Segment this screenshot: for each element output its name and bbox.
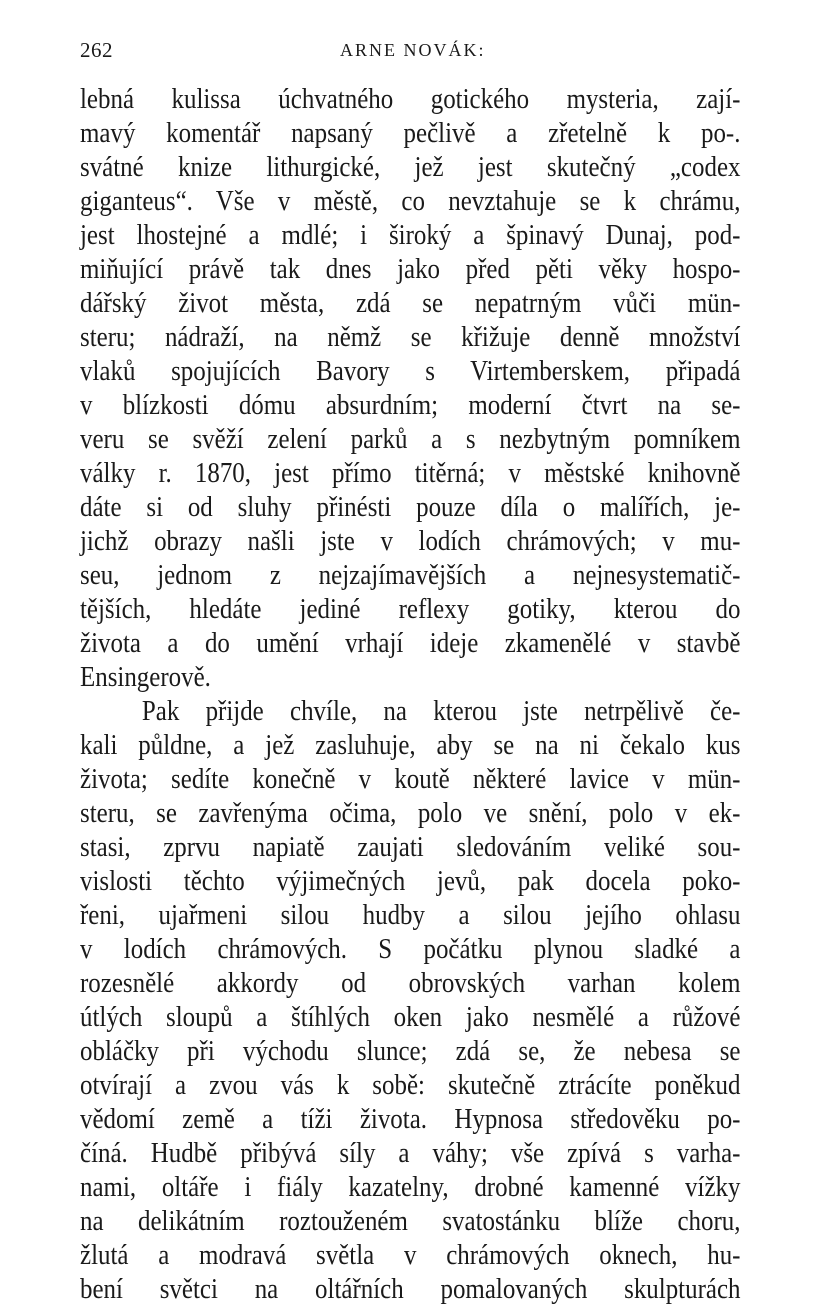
- body-text: [80, 82, 740, 1306]
- text-line: dářský život města, zdá se nepatrným vůči mün-: [80, 287, 741, 319]
- text-line: řeni, ujařmeni silou hudby a silou jejího ohlasu: [80, 899, 741, 931]
- text-line: rozesnělé akkordy od obrovských varhan kolem: [80, 967, 741, 999]
- text-line: Pak přijde chvíle, na kterou jste netrpělivě če-: [141, 695, 741, 727]
- text-line: seu, jednom z nejzajímavějších a nejnesystematič-: [80, 559, 741, 591]
- text-line: mavý komentář napsaný pečlivě a zřetelně k po-.: [80, 117, 741, 149]
- text-line: miňující právě tak dnes jako před pěti věky hospo-: [80, 253, 741, 285]
- text-line: vislosti těchto výjimečných jevů, pak docela poko-: [80, 865, 741, 897]
- page-number: 262: [80, 38, 113, 62]
- running-head: ARNE NOVÁK:: [340, 40, 486, 60]
- text-line: v blízkosti dómu absurdním; moderní čtvrt na se-: [80, 389, 741, 421]
- text-line: bení světci na oltářních pomalovaných skulpturách: [80, 1273, 741, 1305]
- text-line: Ensingerově.: [80, 661, 211, 693]
- text-line: života a do umění vrhají ideje zkamenělé v stavbě: [80, 627, 741, 659]
- text-line: veru se svěží zelení parků a s nezbytným pomníkem: [80, 423, 741, 455]
- text-line: steru, se zavřenýma očima, polo ve snění, polo v ek-: [80, 797, 741, 829]
- text-line: giganteus“. Vše v městě, co nevztahuje se k chrámu,: [80, 185, 741, 217]
- text-line: v lodích chrámových. S počátku plynou sladké a: [80, 933, 741, 965]
- text-line: kali půldne, a jež zasluhuje, aby se na ni čekalo kus: [80, 729, 741, 761]
- page-header: [80, 38, 740, 72]
- text-line: života; sedíte konečně v koutě některé lavice v mün-: [80, 763, 741, 795]
- text-line: lebná kulissa úchvatného gotického mysteria, zají-: [80, 83, 741, 115]
- text-line: nami, oltáře i fiály kazatelny, drobné kamenné vížky: [80, 1171, 741, 1203]
- text-line: steru; nádraží, na němž se křižuje denně množství: [80, 321, 741, 353]
- text-line: žlutá a modravá světla v chrámových oknech, hu-: [80, 1239, 741, 1271]
- text-line: tějších, hledáte jediné reflexy gotiky, kterou do: [80, 593, 741, 625]
- text-line: na delikátním roztouženém svatostánku blíže choru,: [80, 1205, 741, 1237]
- text-line: jest lhostejné a mdlé; i široký a špinavý Dunaj, pod-: [80, 219, 741, 251]
- text-line: dáte si od sluhy přinésti pouze díla o malířích, je-: [80, 491, 741, 523]
- text-line: útlých sloupů a štíhlých oken jako nesmělé a růžové: [80, 1001, 741, 1033]
- text-line: otvírají a zvou vás k sobě: skutečně ztrácíte poněkud: [80, 1069, 741, 1101]
- text-line: války r. 1870, jest přímo titěrná; v městské knihovně: [80, 457, 741, 489]
- text-line: vlaků spojujících Bavory s Virtemberskem, připadá: [80, 355, 741, 387]
- text-line: číná. Hudbě přibývá síly a váhy; vše zpívá s varha-: [80, 1137, 741, 1169]
- book-page: [80, 38, 740, 1306]
- text-line: stasi, zprvu napiatě zaujati sledováním veliké sou-: [80, 831, 741, 863]
- text-line: svátné knize lithurgické, jež jest skutečný „codex: [80, 151, 741, 183]
- text-line: obláčky při východu slunce; zdá se, že nebesa se: [80, 1035, 741, 1067]
- text-line: jichž obrazy našli jste v lodích chrámových; v mu-: [80, 525, 741, 557]
- text-line: vědomí země a tíži života. Hypnosa středověku po-: [80, 1103, 741, 1135]
